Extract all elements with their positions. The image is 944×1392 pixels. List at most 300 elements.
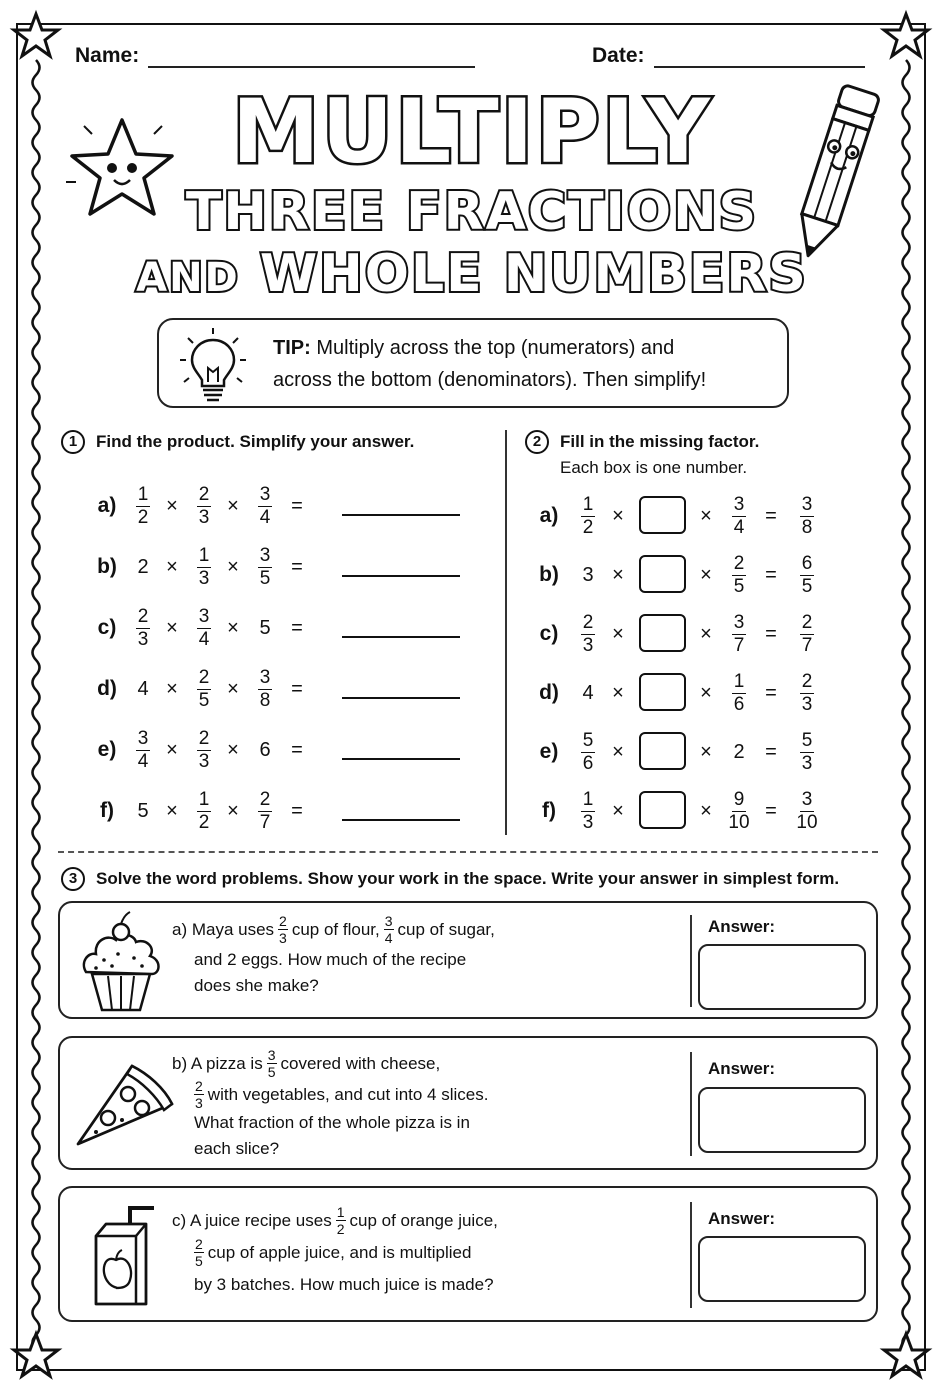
numerator: 3 xyxy=(259,544,271,566)
juice-box-icon xyxy=(90,1202,160,1308)
problem-label: f) xyxy=(100,799,114,822)
missing-factor-box[interactable] xyxy=(639,732,686,770)
cell xyxy=(694,786,718,836)
cell xyxy=(221,481,245,531)
fraction xyxy=(728,790,749,833)
numerator: 9 xyxy=(733,788,745,810)
problem-b-text-3: with vegetables, and cut into 4 slices. xyxy=(207,1085,489,1104)
cell xyxy=(606,550,630,600)
cell xyxy=(252,481,278,531)
equals-sign: = xyxy=(291,738,303,761)
fraction xyxy=(197,790,212,833)
cell xyxy=(284,542,310,592)
equals-sign: = xyxy=(765,740,777,763)
cell xyxy=(792,668,822,718)
date-field[interactable] xyxy=(654,66,865,68)
missing-factor-box[interactable] xyxy=(639,791,686,829)
denominator: 6 xyxy=(733,693,745,715)
cell xyxy=(574,786,602,836)
answer-line[interactable] xyxy=(342,697,460,699)
fraction xyxy=(800,495,815,538)
fraction xyxy=(258,668,273,711)
problem-a-text-2: cup of flour, xyxy=(291,920,380,939)
name-field[interactable] xyxy=(148,66,475,68)
fraction xyxy=(197,607,212,650)
fraction xyxy=(732,554,747,597)
cell xyxy=(574,609,602,659)
fraction xyxy=(194,1237,204,1269)
problem-row xyxy=(90,603,470,653)
cell xyxy=(574,668,602,718)
times-sign: × xyxy=(700,799,712,822)
section-2-title: Fill in the missing factor. xyxy=(560,432,760,451)
fraction xyxy=(194,1079,204,1111)
cell xyxy=(160,481,184,531)
cell xyxy=(191,481,217,531)
title-line-3-whole-numbers: WHOLE NUMBERS xyxy=(259,244,808,304)
cell xyxy=(532,786,566,836)
times-sign: × xyxy=(612,681,624,704)
cell xyxy=(160,786,184,836)
problem-label: e) xyxy=(97,738,117,761)
numerator: 1 xyxy=(137,483,149,505)
denominator: 3 xyxy=(801,752,813,774)
fraction xyxy=(800,731,815,774)
numerator: 5 xyxy=(582,729,594,751)
date-label: Date: xyxy=(592,44,645,67)
section-3-number: 3 xyxy=(61,867,85,891)
equals-sign: = xyxy=(765,799,777,822)
cell xyxy=(532,491,566,541)
cell xyxy=(90,542,124,592)
problem-label: a) xyxy=(97,494,117,517)
cell xyxy=(284,603,310,653)
fraction xyxy=(732,672,747,715)
cell xyxy=(284,786,310,836)
fraction xyxy=(136,729,151,772)
times-sign: × xyxy=(612,740,624,763)
problem-row xyxy=(532,550,832,600)
cell xyxy=(792,609,822,659)
denominator: 4 xyxy=(384,930,393,946)
cell xyxy=(130,664,156,714)
denominator: 2 xyxy=(137,506,149,528)
cell xyxy=(252,786,278,836)
cell xyxy=(532,550,566,600)
fraction xyxy=(258,790,273,833)
cell xyxy=(792,491,822,541)
fraction xyxy=(278,914,288,946)
problem-b-line-3: What fraction of the whole pizza is in xyxy=(194,1113,470,1132)
numerator: 3 xyxy=(801,493,813,515)
problem-c-text-3: cup of apple juice, and is multiplied xyxy=(207,1243,472,1262)
cell xyxy=(252,603,278,653)
whole-number: 4 xyxy=(137,677,149,700)
column-divider xyxy=(505,430,507,835)
problem-row xyxy=(532,668,832,718)
problem-label: f) xyxy=(542,799,556,822)
fraction xyxy=(336,1205,346,1237)
cell xyxy=(252,664,278,714)
times-sign: × xyxy=(227,799,239,822)
denominator: 3 xyxy=(279,930,287,946)
cell xyxy=(574,550,602,600)
fraction xyxy=(258,485,273,528)
equals-sign: = xyxy=(765,622,777,645)
denominator: 8 xyxy=(259,689,271,711)
fraction xyxy=(197,485,212,528)
problem-b-line-4: each slice? xyxy=(194,1139,280,1158)
equals-sign: = xyxy=(765,504,777,527)
cell xyxy=(160,542,184,592)
whole-number: 6 xyxy=(259,738,271,761)
denominator: 2 xyxy=(336,1221,345,1237)
tip-label: TIP: xyxy=(273,337,311,359)
cell xyxy=(191,725,217,775)
whole-number: 5 xyxy=(259,616,271,639)
cell xyxy=(792,727,822,777)
times-sign: × xyxy=(166,799,178,822)
cell xyxy=(130,542,156,592)
numerator: 2 xyxy=(733,552,745,574)
denominator: 5 xyxy=(733,575,745,597)
problem-a-line-3: does she make? xyxy=(194,976,319,995)
times-sign: × xyxy=(166,494,178,517)
problem-row xyxy=(532,491,832,541)
problem-row xyxy=(90,664,470,714)
section-3-title: Solve the word problems. Show your work in the space. Write your answer in simplest form. xyxy=(96,869,840,888)
answer-line[interactable] xyxy=(342,514,460,516)
cell xyxy=(724,786,754,836)
numerator: 3 xyxy=(733,611,745,633)
title-line-3 xyxy=(0,244,944,304)
denominator: 7 xyxy=(733,634,745,656)
denominator: 3 xyxy=(137,628,149,650)
missing-factor-box[interactable] xyxy=(639,555,686,593)
times-sign: × xyxy=(612,799,624,822)
tip-line-1: Multiply across the top (numerators) and xyxy=(316,337,675,359)
equals-sign: = xyxy=(291,799,303,822)
section-2-number: 2 xyxy=(525,430,549,454)
numerator: 3 xyxy=(384,913,393,929)
times-sign: × xyxy=(227,616,239,639)
problem-label: a) xyxy=(539,504,559,527)
problem-label: d) xyxy=(539,681,559,704)
numerator: 3 xyxy=(259,483,271,505)
cell xyxy=(724,668,754,718)
times-sign: × xyxy=(700,504,712,527)
problem-c-text-2: cup of orange juice, xyxy=(349,1211,498,1230)
cell xyxy=(191,786,217,836)
cell xyxy=(284,725,310,775)
problem-c-line-3: by 3 batches. How much juice is made? xyxy=(194,1275,494,1294)
times-sign: × xyxy=(227,494,239,517)
equals-sign: = xyxy=(291,494,303,517)
denominator: 3 xyxy=(198,506,210,528)
whole-number: 2 xyxy=(137,555,149,578)
denominator: 10 xyxy=(796,811,818,833)
numerator: 3 xyxy=(137,727,149,749)
cell xyxy=(758,668,784,718)
times-sign: × xyxy=(227,738,239,761)
numerator: 2 xyxy=(195,1236,203,1252)
denominator: 2 xyxy=(198,811,210,833)
numerator: 2 xyxy=(801,670,813,692)
cell xyxy=(160,725,184,775)
fraction xyxy=(581,731,596,774)
cell xyxy=(758,550,784,600)
cell xyxy=(191,664,217,714)
lightbulb-icon xyxy=(178,326,248,406)
cell xyxy=(694,727,718,777)
answer-divider xyxy=(690,1202,692,1308)
problem-label: b) xyxy=(539,563,559,586)
cell xyxy=(694,668,718,718)
numerator: 2 xyxy=(801,611,813,633)
denominator: 5 xyxy=(195,1253,203,1269)
problem-label: e) xyxy=(539,740,559,763)
problem-label: c) xyxy=(539,622,559,645)
cell xyxy=(90,725,124,775)
problem-label: c) xyxy=(97,616,117,639)
fraction xyxy=(800,672,815,715)
cell xyxy=(130,725,156,775)
answer-line[interactable] xyxy=(342,758,460,760)
fraction xyxy=(197,729,212,772)
numerator: 1 xyxy=(582,788,594,810)
problem-a-line-2: and 2 eggs. How much of the recipe xyxy=(194,950,467,969)
denominator: 3 xyxy=(198,567,210,589)
problem-row xyxy=(90,481,470,531)
cell xyxy=(191,603,217,653)
numerator: 2 xyxy=(195,1078,203,1094)
cell xyxy=(532,668,566,718)
cell xyxy=(758,609,784,659)
denominator: 4 xyxy=(259,506,271,528)
cell xyxy=(130,481,156,531)
section-2-subtitle: Each box is one number. xyxy=(560,458,748,477)
problem-row xyxy=(532,609,832,659)
denominator: 7 xyxy=(259,811,271,833)
fraction xyxy=(800,554,815,597)
numerator: 3 xyxy=(259,666,271,688)
numerator: 2 xyxy=(198,666,210,688)
answer-box-a[interactable] xyxy=(698,944,866,1010)
problem-row xyxy=(532,727,832,777)
answer-label-c: Answer: xyxy=(708,1209,776,1228)
cell xyxy=(694,609,718,659)
times-sign: × xyxy=(166,677,178,700)
cell xyxy=(724,609,754,659)
cell xyxy=(724,550,754,600)
denominator: 3 xyxy=(582,811,594,833)
numerator: 2 xyxy=(198,483,210,505)
cell xyxy=(221,542,245,592)
times-sign: × xyxy=(612,504,624,527)
times-sign: × xyxy=(227,555,239,578)
denominator: 3 xyxy=(801,693,813,715)
answer-divider xyxy=(690,915,692,1007)
cell xyxy=(160,603,184,653)
denominator: 7 xyxy=(801,634,813,656)
cupcake-icon xyxy=(78,910,164,1014)
fraction xyxy=(197,668,212,711)
cell xyxy=(606,609,630,659)
times-sign: × xyxy=(166,555,178,578)
problem-row xyxy=(90,725,470,775)
times-sign: × xyxy=(700,622,712,645)
problem-a-text-1: a) Maya uses xyxy=(172,920,275,939)
numerator: 2 xyxy=(582,611,594,633)
numerator: 3 xyxy=(267,1047,276,1063)
cell xyxy=(221,786,245,836)
cell xyxy=(221,725,245,775)
cell xyxy=(606,491,630,541)
missing-factor-box[interactable] xyxy=(639,614,686,652)
cell xyxy=(90,481,124,531)
cell xyxy=(130,786,156,836)
section-divider xyxy=(58,851,878,853)
denominator: 5 xyxy=(801,575,813,597)
whole-number: 2 xyxy=(733,740,745,763)
problem-row xyxy=(532,786,832,836)
cell xyxy=(574,491,602,541)
cell xyxy=(574,727,602,777)
answer-line[interactable] xyxy=(342,575,460,577)
pizza-slice-icon xyxy=(72,1060,176,1152)
numerator: 5 xyxy=(801,729,813,751)
cell xyxy=(191,542,217,592)
cell xyxy=(606,786,630,836)
numerator: 3 xyxy=(801,788,813,810)
missing-factor-box[interactable] xyxy=(639,496,686,534)
numerator: 1 xyxy=(198,788,210,810)
numerator: 2 xyxy=(259,788,271,810)
denominator: 10 xyxy=(728,811,750,833)
times-sign: × xyxy=(612,563,624,586)
equals-sign: = xyxy=(765,681,777,704)
times-sign: × xyxy=(166,738,178,761)
cell xyxy=(160,664,184,714)
cell xyxy=(90,603,124,653)
fraction xyxy=(267,1048,277,1080)
whole-number: 4 xyxy=(582,681,594,704)
fraction xyxy=(800,613,815,656)
cell xyxy=(532,727,566,777)
cell xyxy=(252,725,278,775)
cell xyxy=(724,491,754,541)
times-sign: × xyxy=(700,563,712,586)
missing-factor-box[interactable] xyxy=(639,673,686,711)
answer-label-b: Answer: xyxy=(708,1059,776,1078)
problem-b-text-2: covered with cheese, xyxy=(280,1054,441,1073)
denominator: 3 xyxy=(195,1095,203,1111)
cell xyxy=(758,727,784,777)
fraction xyxy=(384,914,394,946)
title-line-1: MULTIPLY xyxy=(232,80,712,183)
fraction xyxy=(732,613,747,656)
cell xyxy=(724,727,754,777)
fraction xyxy=(258,546,273,589)
title-line-2: THREE FRACTIONS xyxy=(185,182,759,242)
cell xyxy=(90,664,124,714)
cell xyxy=(130,603,156,653)
cell xyxy=(284,481,310,531)
fraction xyxy=(581,790,596,833)
cell xyxy=(758,491,784,541)
section-1-title: Find the product. Simplify your answer. xyxy=(96,432,415,451)
equals-sign: = xyxy=(291,616,303,639)
times-sign: × xyxy=(700,681,712,704)
fraction xyxy=(732,495,747,538)
answer-divider xyxy=(690,1052,692,1156)
denominator: 4 xyxy=(137,750,149,772)
cell xyxy=(606,727,630,777)
equals-sign: = xyxy=(765,563,777,586)
denominator: 3 xyxy=(582,634,594,656)
whole-number: 5 xyxy=(137,799,149,822)
problem-row xyxy=(90,542,470,592)
answer-line[interactable] xyxy=(342,819,460,821)
answer-box-b[interactable] xyxy=(698,1087,866,1153)
problem-b-text-1: b) A pizza is xyxy=(172,1054,263,1073)
tip-line-2: across the bottom (denominators). Then simplify! xyxy=(273,369,707,391)
numerator: 1 xyxy=(733,670,745,692)
cell xyxy=(606,668,630,718)
cell xyxy=(758,786,784,836)
fraction xyxy=(197,546,212,589)
numerator: 1 xyxy=(198,544,210,566)
times-sign: × xyxy=(166,616,178,639)
answer-label-a: Answer: xyxy=(708,917,776,936)
times-sign: × xyxy=(700,740,712,763)
numerator: 6 xyxy=(801,552,813,574)
denominator: 5 xyxy=(198,689,210,711)
cell xyxy=(90,786,124,836)
cell xyxy=(792,550,822,600)
fraction xyxy=(136,485,151,528)
problem-a-text-3: cup of sugar, xyxy=(397,920,495,939)
numerator: 2 xyxy=(279,913,287,929)
cell xyxy=(532,609,566,659)
answer-box-c[interactable] xyxy=(698,1236,866,1302)
cell xyxy=(694,491,718,541)
cell xyxy=(221,664,245,714)
cell xyxy=(792,786,822,836)
answer-line[interactable] xyxy=(342,636,460,638)
cell xyxy=(284,664,310,714)
problem-label: d) xyxy=(97,677,117,700)
numerator: 1 xyxy=(336,1204,345,1220)
equals-sign: = xyxy=(291,677,303,700)
denominator: 4 xyxy=(198,628,210,650)
numerator: 1 xyxy=(582,493,594,515)
times-sign: × xyxy=(227,677,239,700)
numerator: 2 xyxy=(198,727,210,749)
fraction xyxy=(796,790,817,833)
denominator: 3 xyxy=(198,750,210,772)
fraction xyxy=(581,613,596,656)
problem-row xyxy=(90,786,470,836)
problem-label: b) xyxy=(97,555,117,578)
numerator: 3 xyxy=(198,605,210,627)
denominator: 6 xyxy=(582,752,594,774)
title-line-3-and: AND xyxy=(136,255,240,301)
section-1-number: 1 xyxy=(61,430,85,454)
name-label: Name: xyxy=(75,44,140,67)
problem-c-text-1: c) A juice recipe uses xyxy=(172,1211,332,1230)
denominator: 2 xyxy=(582,516,594,538)
